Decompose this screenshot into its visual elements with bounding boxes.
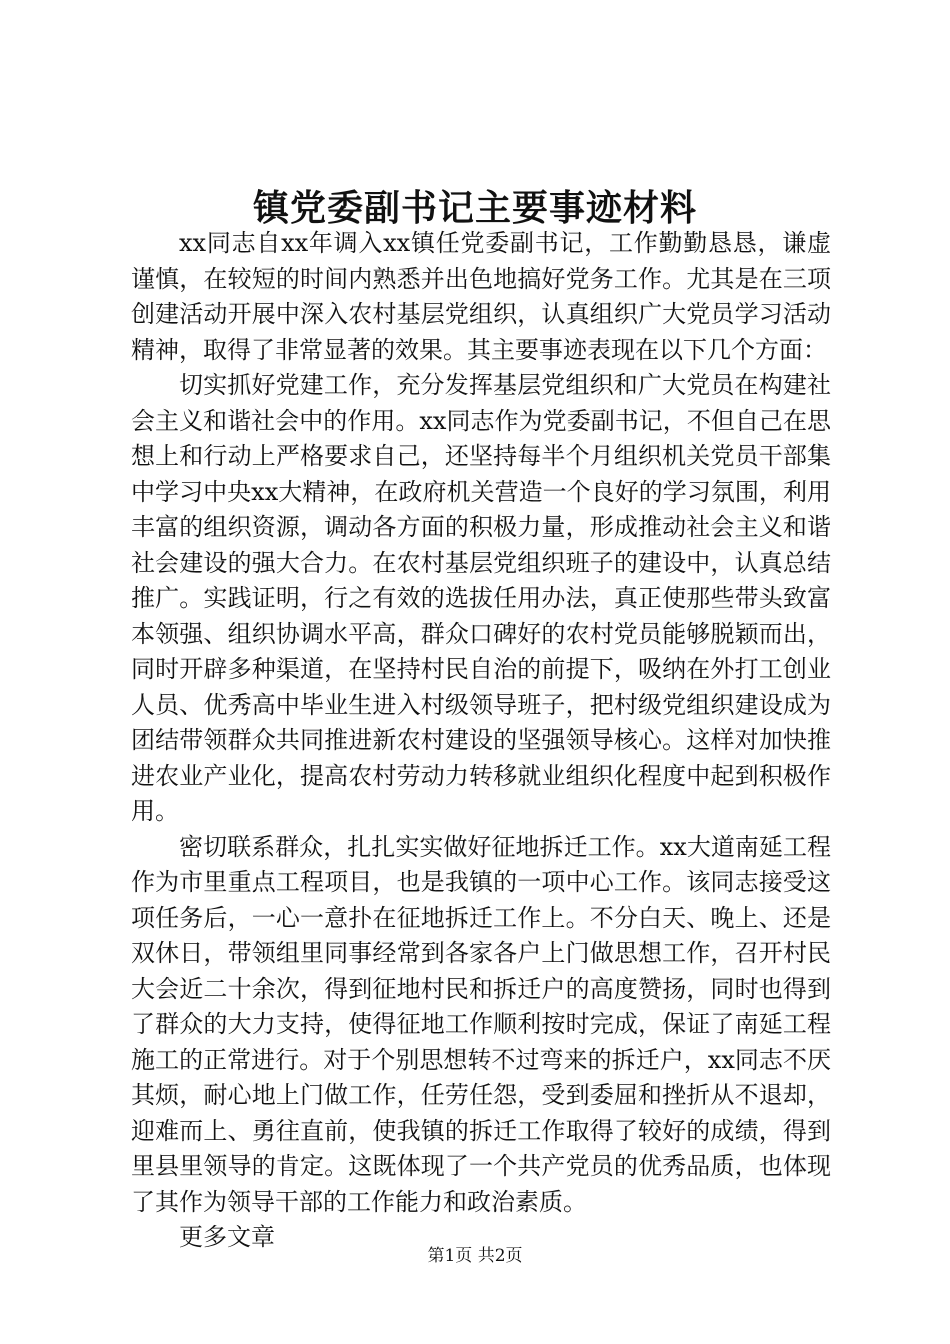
paragraph-intro: xx同志自xx年调入xx镇任党委副书记，工作勤勤恳恳，谦虚谨慎，在较短的时间内熟悉并出色地搞好党务工作。尤其是在三项创建活动开展中深入农村基层党组织，认真组织广大党员学习活动精神，取得了非常显著的效果。其主要事迹表现在以下几个方面： [131,229,831,364]
document-title: 镇党委副书记主要事迹材料 [252,187,697,229]
paragraph-party-building: 切实抓好党建工作，充分发挥基层党组织和广大党员在构建社会主义和谐社会中的作用。xx同志作为党委副书记，不但自己在思想上和行动上严格要求自己，还坚持每半个月组织机关党员干部集中学习中央xx大精神，在政府机关营造一个良好的学习氛围，利用丰富的组织资源，调动各方面的积极力量，形成推动社会主义和谐社会建设的强大合力。在农村基层党组织班子的建设中，认真总结推广。实践证明，行之有效的选拔任用办法，真正使那些带头致富本领强、组织协调水平高，群众口碑好的农村党员能够脱颖而出，同时开辟多种渠道，在坚持村民自治的前提下，吸纳在外打工创业人员、优秀高中毕业生进入村级领导班子，把村级党组织建设成为团结带领群众共同推进新农村建设的坚强领导核心。这样对加快推进农业产业化，提高农村劳动力转移就业组织化程度中起到积极作用。 [131,371,831,825]
paragraph-land-acquisition: 密切联系群众，扎扎实实做好征地拆迁工作。xx大道南延工程作为市里重点工程项目，也是我镇的一项中心工作。该同志接受这项任务后，一心一意扑在征地拆迁工作上。不分白天、晚上、还是双休日，带领组里同事经常到各家各户上门做思想工作，召开村民大会近二十余次，得到征地村民和拆迁户的高度赞扬，同时也得到了群众的大力支持，使得征地工作顺利按时完成，保证了南延工程施工的正常进行。对于个别思想转不过弯来的拆迁户，xx同志不厌其烦，耐心地上门做工作，任劳任怨，受到委屈和挫折从不退却，迎难而上、勇往直前，使我镇的拆迁工作取得了较好的成绩，得到里县里领导的肯定。这既体现了一个共产党员的优秀品质，也体现了其作为领导干部的工作能力和政治素质。 [131,832,831,1216]
document-body [131,226,831,1256]
more-articles-link[interactable]: 更多文章 [179,1223,275,1251]
page-number-footer: 第1页 共2页 [427,1246,523,1266]
